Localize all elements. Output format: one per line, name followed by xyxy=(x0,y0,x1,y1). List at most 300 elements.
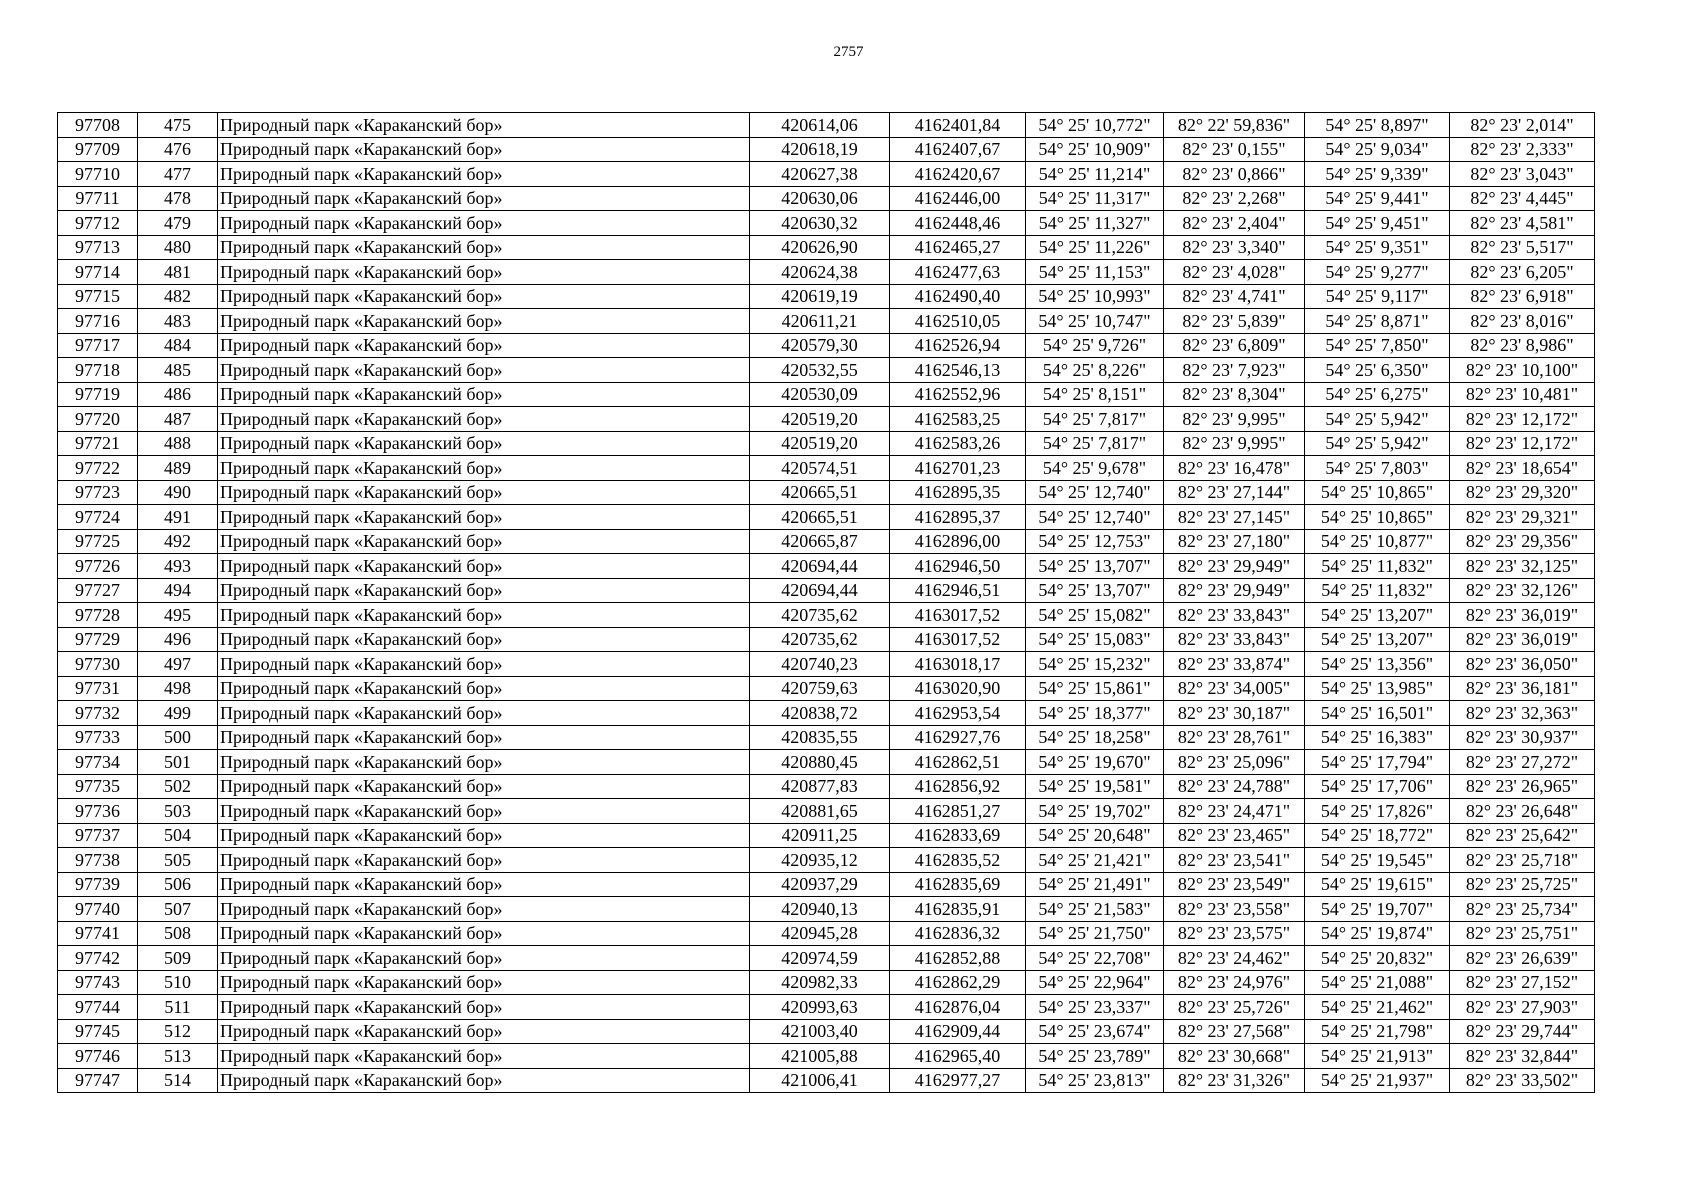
y-coordinate-cell: 4162927,76 xyxy=(890,725,1026,750)
object-name-cell: Природный парк «Караканский бор» xyxy=(218,480,750,505)
page-number: 2757 xyxy=(833,44,864,60)
longitude-1-cell: 82° 23' 3,340" xyxy=(1164,235,1305,260)
table-row xyxy=(58,872,1595,897)
longitude-1-cell: 82° 23' 27,180" xyxy=(1164,529,1305,554)
object-name-cell: Природный парк «Караканский бор» xyxy=(218,186,750,211)
longitude-1-cell: 82° 23' 27,144" xyxy=(1164,480,1305,505)
x-coordinate-cell: 420759,63 xyxy=(750,676,890,701)
point-number-cell: 486 xyxy=(138,382,218,407)
longitude-1-cell: 82° 23' 33,843" xyxy=(1164,627,1305,652)
latitude-2-cell: 54° 25' 6,350" xyxy=(1305,358,1450,383)
latitude-1-cell: 54° 25' 11,153" xyxy=(1026,260,1164,285)
longitude-2-cell: 82° 23' 6,918" xyxy=(1450,284,1595,309)
latitude-1-cell: 54° 25' 12,740" xyxy=(1026,480,1164,505)
table-row xyxy=(58,456,1595,481)
y-coordinate-cell: 4162862,29 xyxy=(890,970,1026,995)
latitude-2-cell: 54° 25' 9,034" xyxy=(1305,137,1450,162)
row-id-cell: 97715 xyxy=(58,284,138,309)
x-coordinate-cell: 420579,30 xyxy=(750,333,890,358)
object-name-cell: Природный парк «Караканский бор» xyxy=(218,897,750,922)
longitude-2-cell: 82° 23' 25,725" xyxy=(1450,872,1595,897)
latitude-2-cell: 54° 25' 19,874" xyxy=(1305,921,1450,946)
object-name-cell: Природный парк «Караканский бор» xyxy=(218,162,750,187)
latitude-2-cell: 54° 25' 9,441" xyxy=(1305,186,1450,211)
latitude-1-cell: 54° 25' 8,226" xyxy=(1026,358,1164,383)
longitude-1-cell: 82° 23' 2,404" xyxy=(1164,211,1305,236)
y-coordinate-cell: 4162876,04 xyxy=(890,995,1026,1020)
object-name-cell: Природный парк «Караканский бор» xyxy=(218,921,750,946)
row-id-cell: 97733 xyxy=(58,725,138,750)
latitude-2-cell: 54° 25' 10,865" xyxy=(1305,480,1450,505)
row-id-cell: 97728 xyxy=(58,603,138,628)
x-coordinate-cell: 420630,32 xyxy=(750,211,890,236)
latitude-1-cell: 54° 25' 7,817" xyxy=(1026,407,1164,432)
y-coordinate-cell: 4162836,32 xyxy=(890,921,1026,946)
longitude-2-cell: 82° 23' 29,356" xyxy=(1450,529,1595,554)
y-coordinate-cell: 4162510,05 xyxy=(890,309,1026,334)
latitude-1-cell: 54° 25' 10,772" xyxy=(1026,113,1164,138)
longitude-1-cell: 82° 23' 24,471" xyxy=(1164,799,1305,824)
point-number-cell: 484 xyxy=(138,333,218,358)
latitude-1-cell: 54° 25' 19,670" xyxy=(1026,750,1164,775)
object-name-cell: Природный парк «Караканский бор» xyxy=(218,1068,750,1093)
x-coordinate-cell: 420626,90 xyxy=(750,235,890,260)
x-coordinate-cell: 420574,51 xyxy=(750,456,890,481)
longitude-1-cell: 82° 23' 2,268" xyxy=(1164,186,1305,211)
longitude-2-cell: 82° 23' 4,581" xyxy=(1450,211,1595,236)
table-row xyxy=(58,627,1595,652)
x-coordinate-cell: 420694,44 xyxy=(750,554,890,579)
x-coordinate-cell: 420530,09 xyxy=(750,382,890,407)
x-coordinate-cell: 420735,62 xyxy=(750,627,890,652)
point-number-cell: 488 xyxy=(138,431,218,456)
row-id-cell: 97737 xyxy=(58,823,138,848)
object-name-cell: Природный парк «Караканский бор» xyxy=(218,554,750,579)
longitude-2-cell: 82° 23' 26,648" xyxy=(1450,799,1595,824)
latitude-1-cell: 54° 25' 15,861" xyxy=(1026,676,1164,701)
longitude-2-cell: 82° 23' 2,014" xyxy=(1450,113,1595,138)
latitude-2-cell: 54° 25' 9,277" xyxy=(1305,260,1450,285)
latitude-1-cell: 54° 25' 23,337" xyxy=(1026,995,1164,1020)
point-number-cell: 498 xyxy=(138,676,218,701)
y-coordinate-cell: 4162953,54 xyxy=(890,701,1026,726)
longitude-1-cell: 82° 23' 33,874" xyxy=(1164,652,1305,677)
longitude-1-cell: 82° 23' 7,923" xyxy=(1164,358,1305,383)
latitude-2-cell: 54° 25' 11,832" xyxy=(1305,578,1450,603)
longitude-2-cell: 82° 23' 32,844" xyxy=(1450,1044,1595,1069)
latitude-1-cell: 54° 25' 18,377" xyxy=(1026,701,1164,726)
longitude-2-cell: 82° 23' 27,272" xyxy=(1450,750,1595,775)
latitude-2-cell: 54° 25' 9,451" xyxy=(1305,211,1450,236)
object-name-cell: Природный парк «Караканский бор» xyxy=(218,725,750,750)
y-coordinate-cell: 4162420,67 xyxy=(890,162,1026,187)
object-name-cell: Природный парк «Караканский бор» xyxy=(218,676,750,701)
x-coordinate-cell: 420624,38 xyxy=(750,260,890,285)
x-coordinate-cell: 421006,41 xyxy=(750,1068,890,1093)
x-coordinate-cell: 420665,87 xyxy=(750,529,890,554)
latitude-2-cell: 54° 25' 19,545" xyxy=(1305,848,1450,873)
x-coordinate-cell: 420519,20 xyxy=(750,431,890,456)
x-coordinate-cell: 420982,33 xyxy=(750,970,890,995)
longitude-1-cell: 82° 23' 4,741" xyxy=(1164,284,1305,309)
row-id-cell: 97722 xyxy=(58,456,138,481)
latitude-1-cell: 54° 25' 10,909" xyxy=(1026,137,1164,162)
latitude-1-cell: 54° 25' 9,678" xyxy=(1026,456,1164,481)
row-id-cell: 97710 xyxy=(58,162,138,187)
table-row xyxy=(58,725,1595,750)
table-row xyxy=(58,260,1595,285)
latitude-1-cell: 54° 25' 20,648" xyxy=(1026,823,1164,848)
longitude-2-cell: 82° 23' 26,965" xyxy=(1450,774,1595,799)
latitude-1-cell: 54° 25' 19,581" xyxy=(1026,774,1164,799)
x-coordinate-cell: 420881,65 xyxy=(750,799,890,824)
point-number-cell: 508 xyxy=(138,921,218,946)
latitude-1-cell: 54° 25' 15,082" xyxy=(1026,603,1164,628)
latitude-2-cell: 54° 25' 18,772" xyxy=(1305,823,1450,848)
longitude-1-cell: 82° 23' 23,575" xyxy=(1164,921,1305,946)
point-number-cell: 490 xyxy=(138,480,218,505)
row-id-cell: 97720 xyxy=(58,407,138,432)
table-row xyxy=(58,113,1595,138)
table-row xyxy=(58,1068,1595,1093)
row-id-cell: 97739 xyxy=(58,872,138,897)
latitude-1-cell: 54° 25' 21,583" xyxy=(1026,897,1164,922)
table-row xyxy=(58,921,1595,946)
point-number-cell: 499 xyxy=(138,701,218,726)
x-coordinate-cell: 420611,21 xyxy=(750,309,890,334)
x-coordinate-cell: 420694,44 xyxy=(750,578,890,603)
longitude-1-cell: 82° 23' 16,478" xyxy=(1164,456,1305,481)
row-id-cell: 97742 xyxy=(58,946,138,971)
longitude-2-cell: 82° 23' 6,205" xyxy=(1450,260,1595,285)
object-name-cell: Природный парк «Караканский бор» xyxy=(218,1044,750,1069)
longitude-2-cell: 82° 23' 10,100" xyxy=(1450,358,1595,383)
y-coordinate-cell: 4162833,69 xyxy=(890,823,1026,848)
table-row xyxy=(58,529,1595,554)
x-coordinate-cell: 420937,29 xyxy=(750,872,890,897)
x-coordinate-cell: 420974,59 xyxy=(750,946,890,971)
x-coordinate-cell: 421003,40 xyxy=(750,1019,890,1044)
table-row xyxy=(58,774,1595,799)
longitude-2-cell: 82° 23' 26,639" xyxy=(1450,946,1595,971)
y-coordinate-cell: 4162896,00 xyxy=(890,529,1026,554)
y-coordinate-cell: 4162401,84 xyxy=(890,113,1026,138)
table-row xyxy=(58,578,1595,603)
row-id-cell: 97746 xyxy=(58,1044,138,1069)
latitude-1-cell: 54° 25' 9,726" xyxy=(1026,333,1164,358)
longitude-1-cell: 82° 23' 27,145" xyxy=(1164,505,1305,530)
table-row xyxy=(58,848,1595,873)
latitude-1-cell: 54° 25' 10,747" xyxy=(1026,309,1164,334)
y-coordinate-cell: 4162546,13 xyxy=(890,358,1026,383)
longitude-2-cell: 82° 23' 2,333" xyxy=(1450,137,1595,162)
table-row xyxy=(58,1044,1595,1069)
object-name-cell: Природный парк «Караканский бор» xyxy=(218,407,750,432)
object-name-cell: Природный парк «Караканский бор» xyxy=(218,431,750,456)
row-id-cell: 97736 xyxy=(58,799,138,824)
row-id-cell: 97732 xyxy=(58,701,138,726)
x-coordinate-cell: 420838,72 xyxy=(750,701,890,726)
longitude-2-cell: 82° 23' 25,734" xyxy=(1450,897,1595,922)
x-coordinate-cell: 420532,55 xyxy=(750,358,890,383)
point-number-cell: 492 xyxy=(138,529,218,554)
longitude-2-cell: 82° 23' 29,744" xyxy=(1450,1019,1595,1044)
y-coordinate-cell: 4162835,91 xyxy=(890,897,1026,922)
y-coordinate-cell: 4162856,92 xyxy=(890,774,1026,799)
longitude-2-cell: 82° 23' 32,363" xyxy=(1450,701,1595,726)
longitude-2-cell: 82° 23' 25,751" xyxy=(1450,921,1595,946)
latitude-1-cell: 54° 25' 11,327" xyxy=(1026,211,1164,236)
latitude-1-cell: 54° 25' 22,964" xyxy=(1026,970,1164,995)
y-coordinate-cell: 4162965,40 xyxy=(890,1044,1026,1069)
y-coordinate-cell: 4162701,23 xyxy=(890,456,1026,481)
latitude-2-cell: 54° 25' 11,832" xyxy=(1305,554,1450,579)
table-row xyxy=(58,333,1595,358)
longitude-2-cell: 82° 23' 30,937" xyxy=(1450,725,1595,750)
longitude-2-cell: 82° 23' 32,125" xyxy=(1450,554,1595,579)
latitude-2-cell: 54° 25' 16,383" xyxy=(1305,725,1450,750)
object-name-cell: Природный парк «Караканский бор» xyxy=(218,456,750,481)
latitude-1-cell: 54° 25' 11,226" xyxy=(1026,235,1164,260)
object-name-cell: Природный парк «Караканский бор» xyxy=(218,970,750,995)
table-row xyxy=(58,554,1595,579)
point-number-cell: 491 xyxy=(138,505,218,530)
longitude-2-cell: 82° 23' 8,986" xyxy=(1450,333,1595,358)
row-id-cell: 97747 xyxy=(58,1068,138,1093)
y-coordinate-cell: 4162909,44 xyxy=(890,1019,1026,1044)
latitude-1-cell: 54° 25' 15,232" xyxy=(1026,652,1164,677)
object-name-cell: Природный парк «Караканский бор» xyxy=(218,578,750,603)
longitude-1-cell: 82° 23' 25,726" xyxy=(1164,995,1305,1020)
longitude-2-cell: 82° 23' 36,019" xyxy=(1450,603,1595,628)
table-row xyxy=(58,995,1595,1020)
point-number-cell: 513 xyxy=(138,1044,218,1069)
latitude-1-cell: 54° 25' 12,753" xyxy=(1026,529,1164,554)
point-number-cell: 476 xyxy=(138,137,218,162)
point-number-cell: 501 xyxy=(138,750,218,775)
longitude-2-cell: 82° 23' 32,126" xyxy=(1450,578,1595,603)
object-name-cell: Природный парк «Караканский бор» xyxy=(218,823,750,848)
point-number-cell: 507 xyxy=(138,897,218,922)
row-id-cell: 97745 xyxy=(58,1019,138,1044)
row-id-cell: 97743 xyxy=(58,970,138,995)
table-row xyxy=(58,358,1595,383)
latitude-2-cell: 54° 25' 21,913" xyxy=(1305,1044,1450,1069)
row-id-cell: 97734 xyxy=(58,750,138,775)
longitude-1-cell: 82° 23' 6,809" xyxy=(1164,333,1305,358)
latitude-2-cell: 54° 25' 13,985" xyxy=(1305,676,1450,701)
longitude-1-cell: 82° 23' 23,541" xyxy=(1164,848,1305,873)
x-coordinate-cell: 420519,20 xyxy=(750,407,890,432)
object-name-cell: Природный парк «Караканский бор» xyxy=(218,113,750,138)
table-row xyxy=(58,946,1595,971)
object-name-cell: Природный парк «Караканский бор» xyxy=(218,652,750,677)
latitude-2-cell: 54° 25' 19,615" xyxy=(1305,872,1450,897)
table-row xyxy=(58,505,1595,530)
longitude-2-cell: 82° 23' 33,502" xyxy=(1450,1068,1595,1093)
latitude-2-cell: 54° 25' 13,356" xyxy=(1305,652,1450,677)
longitude-1-cell: 82° 23' 28,761" xyxy=(1164,725,1305,750)
x-coordinate-cell: 420877,83 xyxy=(750,774,890,799)
row-id-cell: 97718 xyxy=(58,358,138,383)
longitude-1-cell: 82° 23' 24,976" xyxy=(1164,970,1305,995)
longitude-1-cell: 82° 23' 0,866" xyxy=(1164,162,1305,187)
y-coordinate-cell: 4162946,50 xyxy=(890,554,1026,579)
point-number-cell: 514 xyxy=(138,1068,218,1093)
longitude-1-cell: 82° 22' 59,836" xyxy=(1164,113,1305,138)
object-name-cell: Природный парк «Караканский бор» xyxy=(218,603,750,628)
point-number-cell: 483 xyxy=(138,309,218,334)
latitude-2-cell: 54° 25' 17,706" xyxy=(1305,774,1450,799)
longitude-2-cell: 82° 23' 27,903" xyxy=(1450,995,1595,1020)
longitude-1-cell: 82° 23' 5,839" xyxy=(1164,309,1305,334)
x-coordinate-cell: 420665,51 xyxy=(750,480,890,505)
table-row xyxy=(58,137,1595,162)
row-id-cell: 97713 xyxy=(58,235,138,260)
longitude-1-cell: 82° 23' 34,005" xyxy=(1164,676,1305,701)
row-id-cell: 97723 xyxy=(58,480,138,505)
object-name-cell: Природный парк «Караканский бор» xyxy=(218,137,750,162)
row-id-cell: 97740 xyxy=(58,897,138,922)
y-coordinate-cell: 4163017,52 xyxy=(890,603,1026,628)
longitude-2-cell: 82° 23' 8,016" xyxy=(1450,309,1595,334)
y-coordinate-cell: 4162835,69 xyxy=(890,872,1026,897)
latitude-2-cell: 54° 25' 13,207" xyxy=(1305,627,1450,652)
latitude-2-cell: 54° 25' 21,462" xyxy=(1305,995,1450,1020)
table-row xyxy=(58,799,1595,824)
object-name-cell: Природный парк «Караканский бор» xyxy=(218,848,750,873)
table-row xyxy=(58,480,1595,505)
latitude-2-cell: 54° 25' 17,826" xyxy=(1305,799,1450,824)
object-name-cell: Природный парк «Караканский бор» xyxy=(218,358,750,383)
row-id-cell: 97719 xyxy=(58,382,138,407)
latitude-1-cell: 54° 25' 23,789" xyxy=(1026,1044,1164,1069)
object-name-cell: Природный парк «Караканский бор» xyxy=(218,750,750,775)
x-coordinate-cell: 420835,55 xyxy=(750,725,890,750)
point-number-cell: 511 xyxy=(138,995,218,1020)
table-body xyxy=(58,113,1595,1093)
point-number-cell: 495 xyxy=(138,603,218,628)
table-row xyxy=(58,652,1595,677)
latitude-1-cell: 54° 25' 11,214" xyxy=(1026,162,1164,187)
y-coordinate-cell: 4162465,27 xyxy=(890,235,1026,260)
coordinates-table xyxy=(57,112,1595,1093)
y-coordinate-cell: 4162526,94 xyxy=(890,333,1026,358)
longitude-1-cell: 82° 23' 24,788" xyxy=(1164,774,1305,799)
x-coordinate-cell: 420618,19 xyxy=(750,137,890,162)
latitude-1-cell: 54° 25' 21,421" xyxy=(1026,848,1164,873)
point-number-cell: 489 xyxy=(138,456,218,481)
x-coordinate-cell: 420735,62 xyxy=(750,603,890,628)
latitude-2-cell: 54° 25' 7,850" xyxy=(1305,333,1450,358)
longitude-1-cell: 82° 23' 25,096" xyxy=(1164,750,1305,775)
table-row xyxy=(58,1019,1595,1044)
y-coordinate-cell: 4162583,26 xyxy=(890,431,1026,456)
table-row xyxy=(58,407,1595,432)
object-name-cell: Природный парк «Караканский бор» xyxy=(218,701,750,726)
table-row xyxy=(58,431,1595,456)
point-number-cell: 505 xyxy=(138,848,218,873)
x-coordinate-cell: 420614,06 xyxy=(750,113,890,138)
point-number-cell: 481 xyxy=(138,260,218,285)
x-coordinate-cell: 420880,45 xyxy=(750,750,890,775)
point-number-cell: 485 xyxy=(138,358,218,383)
object-name-cell: Природный парк «Караканский бор» xyxy=(218,529,750,554)
y-coordinate-cell: 4162862,51 xyxy=(890,750,1026,775)
x-coordinate-cell: 421005,88 xyxy=(750,1044,890,1069)
row-id-cell: 97717 xyxy=(58,333,138,358)
x-coordinate-cell: 420945,28 xyxy=(750,921,890,946)
table-row xyxy=(58,603,1595,628)
longitude-1-cell: 82° 23' 24,462" xyxy=(1164,946,1305,971)
longitude-1-cell: 82° 23' 9,995" xyxy=(1164,407,1305,432)
x-coordinate-cell: 420911,25 xyxy=(750,823,890,848)
longitude-2-cell: 82° 23' 29,320" xyxy=(1450,480,1595,505)
latitude-2-cell: 54° 25' 17,794" xyxy=(1305,750,1450,775)
row-id-cell: 97716 xyxy=(58,309,138,334)
latitude-2-cell: 54° 25' 9,351" xyxy=(1305,235,1450,260)
longitude-1-cell: 82° 23' 23,549" xyxy=(1164,872,1305,897)
object-name-cell: Природный парк «Караканский бор» xyxy=(218,333,750,358)
y-coordinate-cell: 4163018,17 xyxy=(890,652,1026,677)
row-id-cell: 97731 xyxy=(58,676,138,701)
point-number-cell: 487 xyxy=(138,407,218,432)
latitude-1-cell: 54° 25' 23,813" xyxy=(1026,1068,1164,1093)
point-number-cell: 493 xyxy=(138,554,218,579)
point-number-cell: 496 xyxy=(138,627,218,652)
point-number-cell: 477 xyxy=(138,162,218,187)
row-id-cell: 97724 xyxy=(58,505,138,530)
point-number-cell: 482 xyxy=(138,284,218,309)
table-row xyxy=(58,382,1595,407)
table-row xyxy=(58,284,1595,309)
longitude-2-cell: 82° 23' 10,481" xyxy=(1450,382,1595,407)
x-coordinate-cell: 420630,06 xyxy=(750,186,890,211)
table-row xyxy=(58,701,1595,726)
point-number-cell: 475 xyxy=(138,113,218,138)
y-coordinate-cell: 4162448,46 xyxy=(890,211,1026,236)
x-coordinate-cell: 420665,51 xyxy=(750,505,890,530)
latitude-1-cell: 54° 25' 21,750" xyxy=(1026,921,1164,946)
object-name-cell: Природный парк «Караканский бор» xyxy=(218,774,750,799)
object-name-cell: Природный парк «Караканский бор» xyxy=(218,505,750,530)
latitude-2-cell: 54° 25' 5,942" xyxy=(1305,407,1450,432)
point-number-cell: 478 xyxy=(138,186,218,211)
longitude-1-cell: 82° 23' 0,155" xyxy=(1164,137,1305,162)
x-coordinate-cell: 420740,23 xyxy=(750,652,890,677)
y-coordinate-cell: 4163020,90 xyxy=(890,676,1026,701)
row-id-cell: 97712 xyxy=(58,211,138,236)
row-id-cell: 97711 xyxy=(58,186,138,211)
y-coordinate-cell: 4162895,35 xyxy=(890,480,1026,505)
row-id-cell: 97727 xyxy=(58,578,138,603)
table-row xyxy=(58,897,1595,922)
x-coordinate-cell: 420940,13 xyxy=(750,897,890,922)
y-coordinate-cell: 4162946,51 xyxy=(890,578,1026,603)
y-coordinate-cell: 4162477,63 xyxy=(890,260,1026,285)
table-row xyxy=(58,970,1595,995)
x-coordinate-cell: 420627,38 xyxy=(750,162,890,187)
longitude-2-cell: 82° 23' 5,517" xyxy=(1450,235,1595,260)
table-row xyxy=(58,750,1595,775)
y-coordinate-cell: 4162977,27 xyxy=(890,1068,1026,1093)
latitude-2-cell: 54° 25' 7,803" xyxy=(1305,456,1450,481)
latitude-1-cell: 54° 25' 10,993" xyxy=(1026,284,1164,309)
latitude-1-cell: 54° 25' 13,707" xyxy=(1026,578,1164,603)
table-row xyxy=(58,211,1595,236)
longitude-1-cell: 82° 23' 30,668" xyxy=(1164,1044,1305,1069)
row-id-cell: 97730 xyxy=(58,652,138,677)
